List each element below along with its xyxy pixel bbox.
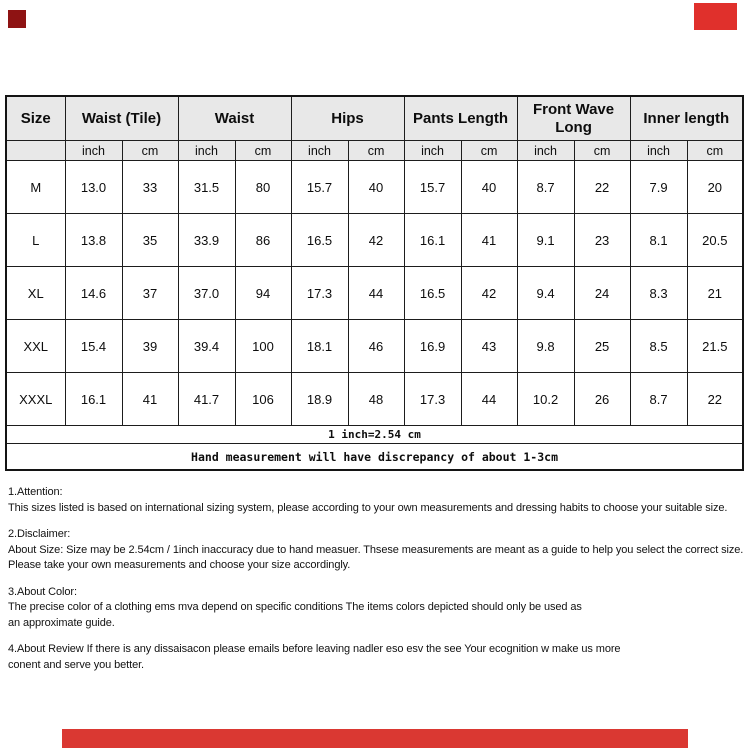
info-heading: 1.Attention: [8, 486, 63, 498]
column-header-waist: Waist [178, 96, 291, 141]
table-cell: 40 [461, 161, 517, 214]
info-section-attention [8, 485, 750, 516]
table-row-l [6, 214, 743, 267]
unit-header-inch: inch [178, 141, 235, 161]
note-row-hand-measurement [6, 444, 743, 471]
table-cell: 10.2 [517, 373, 574, 426]
table-cell: 17.3 [291, 267, 348, 320]
table-cell: 16.5 [404, 267, 461, 320]
table-cell: 9.1 [517, 214, 574, 267]
table-cell: 37.0 [178, 267, 235, 320]
table-cell: 35 [122, 214, 178, 267]
unit-header-empty [6, 141, 65, 161]
table-cell: 13.8 [65, 214, 122, 267]
table-cell: 37 [122, 267, 178, 320]
table-cell: 20 [687, 161, 743, 214]
table-cell: 86 [235, 214, 291, 267]
table-cell: 80 [235, 161, 291, 214]
table-cell: 25 [574, 320, 630, 373]
table-cell: 26 [574, 373, 630, 426]
header-row [6, 96, 743, 141]
size-cell: M [6, 161, 65, 214]
info-line: an approximate guide. [8, 616, 115, 629]
size-cell: L [6, 214, 65, 267]
table-cell: 22 [687, 373, 743, 426]
column-header-front-wave-long: Front Wave Long [517, 96, 630, 141]
table-cell: 15.7 [291, 161, 348, 214]
table-cell: 18.1 [291, 320, 348, 373]
table-cell: 13.0 [65, 161, 122, 214]
column-header-pants-length: Pants Length [404, 96, 517, 141]
table-cell: 8.5 [630, 320, 687, 373]
table-cell: 17.3 [404, 373, 461, 426]
info-heading: 3.About Color: [8, 585, 77, 598]
unit-header-inch: inch [517, 141, 574, 161]
table-cell: 42 [348, 214, 404, 267]
table-cell: 44 [348, 267, 404, 320]
column-header-waist-tile: Waist (Tile) [65, 96, 178, 141]
unit-header-cm: cm [348, 141, 404, 161]
table-cell: 8.7 [517, 161, 574, 214]
info-section-about-color [8, 585, 750, 632]
table-cell: 31.5 [178, 161, 235, 214]
table-cell: 21.5 [687, 320, 743, 373]
table-cell: 20.5 [687, 214, 743, 267]
unit-header-inch: inch [630, 141, 687, 161]
info-line: Please take your own measurements and choose your size accordingly. [8, 559, 351, 571]
note-hand-measurement: Hand measurement will have discrepancy of about 1-3cm [6, 444, 743, 471]
table-cell: 39 [122, 320, 178, 373]
info-heading: 2.Disclaimer: [8, 528, 71, 540]
table-cell: 48 [348, 373, 404, 426]
table-cell: 8.7 [630, 373, 687, 426]
column-header-inner-length: Inner length [630, 96, 743, 141]
table-cell: 22 [574, 161, 630, 214]
table-cell: 94 [235, 267, 291, 320]
table-cell: 21 [687, 267, 743, 320]
table-cell: 9.4 [517, 267, 574, 320]
table-cell: 24 [574, 267, 630, 320]
table-cell: 43 [461, 320, 517, 373]
red-cover-mark-top-right [694, 3, 737, 30]
table-cell: 100 [235, 320, 291, 373]
red-cover-bar-bottom [62, 729, 688, 748]
info-section-about-review [8, 642, 750, 673]
table-cell: 106 [235, 373, 291, 426]
table-cell: 9.8 [517, 320, 574, 373]
info-text-area [8, 485, 750, 684]
table-cell: 40 [348, 161, 404, 214]
table-row-xxl [6, 320, 743, 373]
unit-header-row [6, 141, 743, 161]
unit-header-cm: cm [574, 141, 630, 161]
unit-header-cm: cm [687, 141, 743, 161]
size-cell: XL [6, 267, 65, 320]
unit-header-cm: cm [122, 141, 178, 161]
table-row-xl [6, 267, 743, 320]
column-header-hips: Hips [291, 96, 404, 141]
table-cell: 39.4 [178, 320, 235, 373]
table-row-xxxl [6, 373, 743, 426]
unit-header-inch: inch [65, 141, 122, 161]
table-cell: 42 [461, 267, 517, 320]
unit-header-cm: cm [461, 141, 517, 161]
table-cell: 41 [122, 373, 178, 426]
size-cell: XXL [6, 320, 65, 373]
table-cell: 16.9 [404, 320, 461, 373]
table-cell: 23 [574, 214, 630, 267]
note-inch-conversion: 1 inch=2.54 cm [6, 426, 743, 444]
red-cover-mark-top-left [8, 10, 26, 28]
table-cell: 15.4 [65, 320, 122, 373]
table-cell: 18.9 [291, 373, 348, 426]
note-row-inch-conversion [6, 426, 743, 444]
table-cell: 41.7 [178, 373, 235, 426]
table-cell: 41 [461, 214, 517, 267]
info-section-disclaimer [8, 527, 750, 574]
table-cell: 8.1 [630, 214, 687, 267]
table-cell: 15.7 [404, 161, 461, 214]
table-cell: 14.6 [65, 267, 122, 320]
table-cell: 46 [348, 320, 404, 373]
table-row-m [6, 161, 743, 214]
info-line: conent and serve you better. [8, 658, 145, 671]
table-cell: 44 [461, 373, 517, 426]
info-line: This sizes listed is based on international sizing system, please according to your own measurements and dressing habits to choose your suitable size. [8, 501, 728, 514]
info-line: 4.About Review If there is any dissaisacon please emails before leaving nadler eso esv the see Your ecognition w make us more [8, 643, 621, 655]
table-cell: 8.3 [630, 267, 687, 320]
table-cell: 16.1 [404, 214, 461, 267]
info-line: About Size: Size may be 2.54cm / 1inch inaccuracy due to hand measuer. Thsese measurements are meant as a guide to help you select the correct size. [8, 543, 744, 556]
unit-header-cm: cm [235, 141, 291, 161]
table-cell: 33.9 [178, 214, 235, 267]
table-cell: 7.9 [630, 161, 687, 214]
table-cell: 16.1 [65, 373, 122, 426]
info-line: The precise color of a clothing ems mva depend on specific conditions The items colors depicted should only be used as [8, 601, 582, 613]
size-cell: XXXL [6, 373, 65, 426]
table-cell: 16.5 [291, 214, 348, 267]
unit-header-inch: inch [404, 141, 461, 161]
unit-header-inch: inch [291, 141, 348, 161]
size-chart-table [5, 95, 744, 471]
table-cell: 33 [122, 161, 178, 214]
column-header-size: Size [6, 96, 65, 141]
